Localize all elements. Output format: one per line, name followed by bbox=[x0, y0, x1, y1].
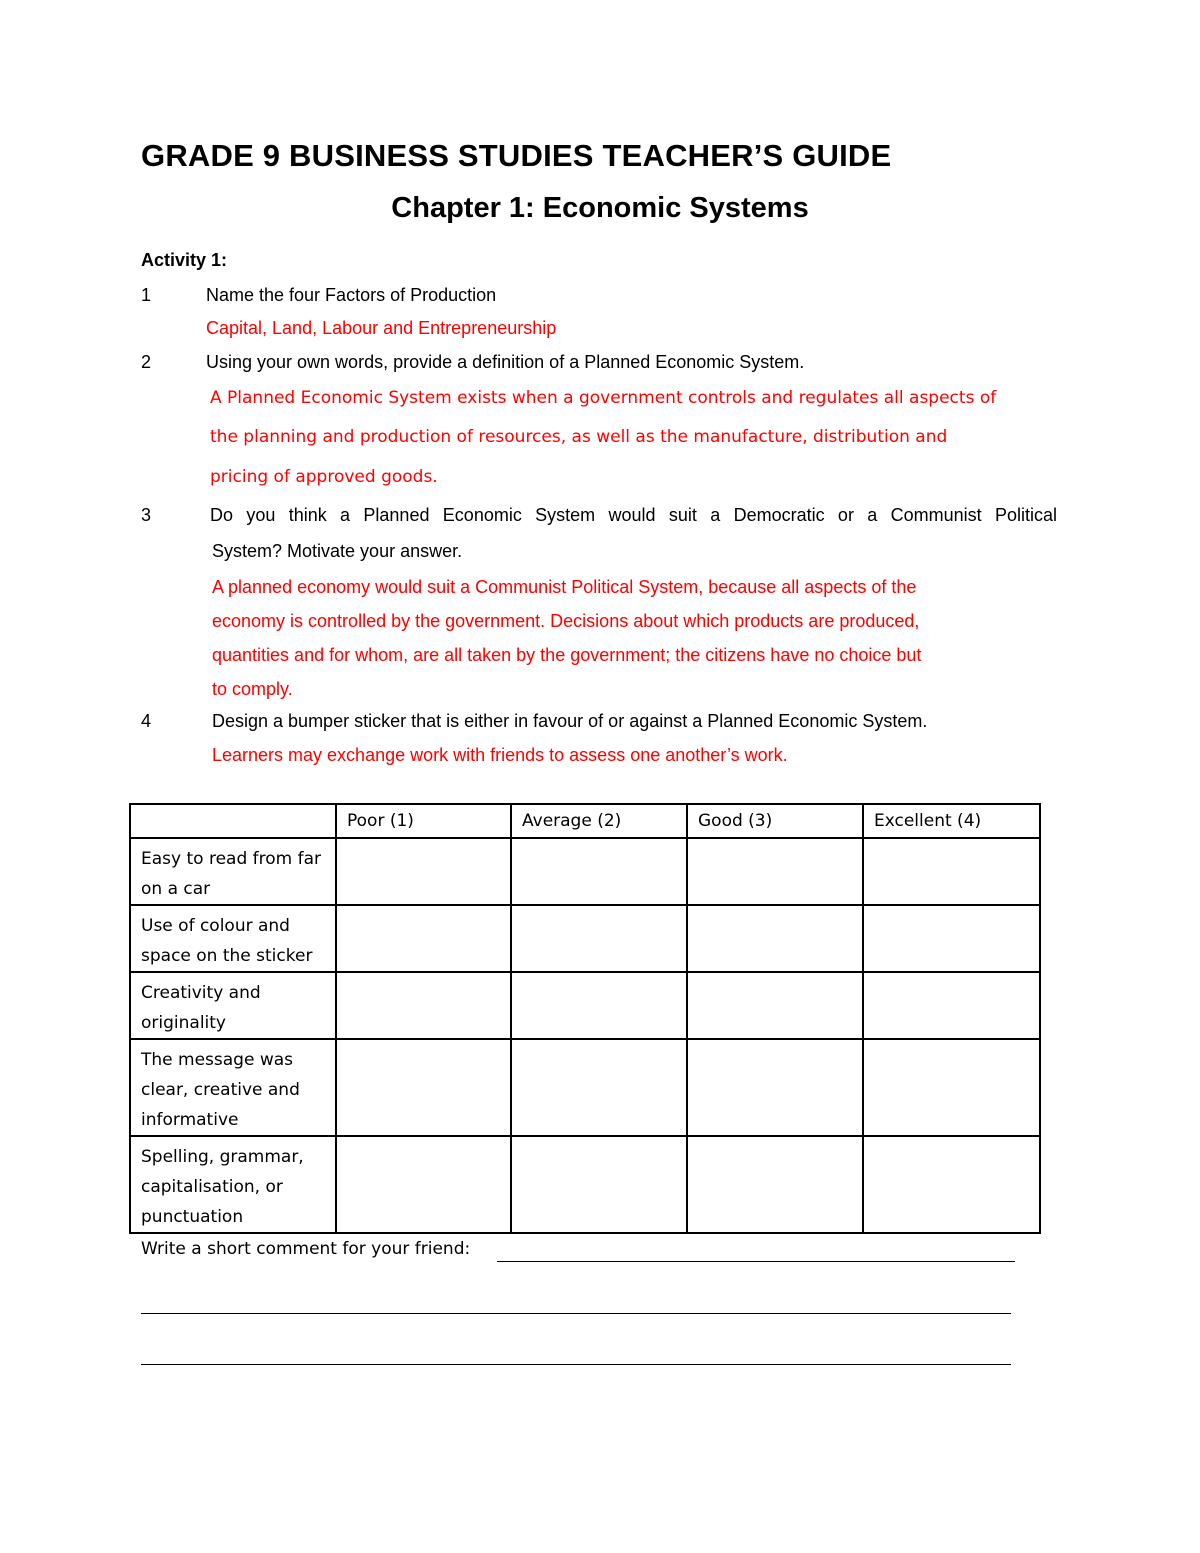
score-cell[interactable] bbox=[863, 972, 1040, 1039]
criterion-line: capitalisation, or bbox=[141, 1177, 283, 1197]
answer-line: economy is controlled by the government. Decisions about which products are produced, bbox=[212, 611, 920, 631]
question-number: 2 bbox=[141, 352, 152, 372]
question-text: Using your own words, provide a definition of a Planned Economic System. bbox=[206, 352, 805, 372]
comment-line[interactable] bbox=[141, 1364, 1011, 1365]
comment-line[interactable] bbox=[497, 1261, 1015, 1262]
score-cell[interactable] bbox=[863, 905, 1040, 972]
score-cell[interactable] bbox=[336, 972, 511, 1039]
criterion-line: Use of colour and bbox=[141, 916, 290, 936]
score-cell[interactable] bbox=[687, 972, 863, 1039]
question-text: Design a bumper sticker that is either in favour of or against a Planned Economic System. bbox=[212, 711, 928, 731]
criterion-line: on a car bbox=[141, 879, 211, 899]
criterion-line: clear, creative and bbox=[141, 1080, 300, 1100]
score-cell[interactable] bbox=[863, 838, 1040, 905]
score-cell[interactable] bbox=[336, 1136, 511, 1233]
rubric-criterion bbox=[130, 1136, 336, 1233]
table-row bbox=[130, 905, 1040, 972]
answer-line: to comply. bbox=[212, 679, 293, 699]
answer-line: A planned economy would suit a Communist Political System, because all aspects of the bbox=[212, 577, 917, 597]
table-row bbox=[130, 838, 1040, 905]
question-number: 3 bbox=[141, 505, 152, 525]
rubric-header-row bbox=[130, 804, 1040, 838]
criterion-line: Easy to read from far bbox=[141, 849, 321, 869]
criterion-line: space on the sticker bbox=[141, 946, 313, 966]
score-cell[interactable] bbox=[336, 838, 511, 905]
table-row bbox=[130, 972, 1040, 1039]
criterion-line: Spelling, grammar, bbox=[141, 1147, 304, 1167]
score-cell[interactable] bbox=[511, 1039, 687, 1136]
rubric-table bbox=[129, 803, 1041, 1234]
activity-heading: Activity 1: bbox=[141, 250, 228, 270]
comment-line[interactable] bbox=[141, 1313, 1011, 1314]
score-cell[interactable] bbox=[863, 1039, 1040, 1136]
criterion-line: Creativity and bbox=[141, 983, 261, 1003]
rubric-header-cell: Good (3) bbox=[687, 804, 863, 838]
rubric-criterion bbox=[130, 1039, 336, 1136]
answer-line: the planning and production of resources, as well as the manufacture, distribution and bbox=[210, 427, 948, 447]
comment-label: Write a short comment for your friend: bbox=[141, 1239, 471, 1259]
question-number: 4 bbox=[141, 711, 152, 731]
score-cell[interactable] bbox=[511, 905, 687, 972]
rubric-criterion bbox=[130, 972, 336, 1039]
score-cell[interactable] bbox=[687, 838, 863, 905]
question-number: 1 bbox=[141, 285, 152, 305]
criterion-line: informative bbox=[141, 1110, 239, 1130]
answer-text: Learners may exchange work with friends to assess one another’s work. bbox=[212, 745, 788, 765]
question-text: Do you think a Planned Economic System would suit a Democratic or a Communist Political bbox=[210, 505, 1057, 525]
answer-line: pricing of approved goods. bbox=[210, 467, 438, 487]
score-cell[interactable] bbox=[687, 1039, 863, 1136]
answer-line: A Planned Economic System exists when a government controls and regulates all aspects of bbox=[210, 388, 997, 408]
rubric-criterion bbox=[130, 838, 336, 905]
score-cell[interactable] bbox=[511, 838, 687, 905]
table-row bbox=[130, 1039, 1040, 1136]
score-cell[interactable] bbox=[511, 972, 687, 1039]
question-text: System? Motivate your answer. bbox=[212, 541, 463, 561]
score-cell[interactable] bbox=[863, 1136, 1040, 1233]
answer-text: Capital, Land, Labour and Entrepreneurship bbox=[206, 318, 557, 338]
question-text: Name the four Factors of Production bbox=[206, 285, 497, 305]
score-cell[interactable] bbox=[511, 1136, 687, 1233]
rubric-header-cell bbox=[130, 804, 336, 838]
rubric-header-cell: Poor (1) bbox=[336, 804, 511, 838]
rubric-criterion bbox=[130, 905, 336, 972]
criterion-line: punctuation bbox=[141, 1207, 244, 1227]
chapter-heading: Chapter 1: Economic Systems bbox=[391, 192, 809, 224]
answer-line: quantities and for whom, are all taken by the government; the citizens have no choice but bbox=[212, 645, 922, 665]
rubric-header-cell: Average (2) bbox=[511, 804, 687, 838]
criterion-line: The message was bbox=[141, 1050, 294, 1070]
score-cell[interactable] bbox=[336, 1039, 511, 1136]
score-cell[interactable] bbox=[687, 905, 863, 972]
score-cell[interactable] bbox=[336, 905, 511, 972]
table-row bbox=[130, 1136, 1040, 1233]
score-cell[interactable] bbox=[687, 1136, 863, 1233]
document-title: GRADE 9 BUSINESS STUDIES TEACHER’S GUIDE bbox=[141, 138, 892, 173]
criterion-line: originality bbox=[141, 1013, 226, 1033]
rubric-header-cell: Excellent (4) bbox=[863, 804, 1040, 838]
